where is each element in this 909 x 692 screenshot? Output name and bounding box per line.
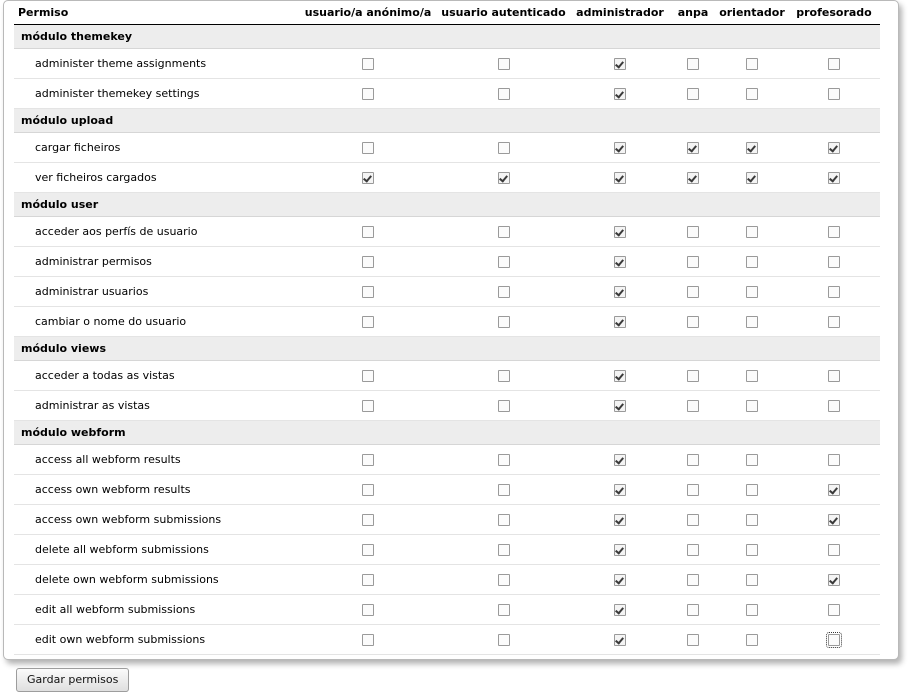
permission-cell: [299, 535, 437, 565]
permission-group-row: [14, 337, 880, 361]
permission-checkbox[interactable]: [828, 226, 840, 238]
permission-cell: [788, 535, 880, 565]
permission-cell: [437, 217, 570, 247]
permission-cell: [788, 391, 880, 421]
permission-cell: [299, 361, 437, 391]
permission-checkbox[interactable]: [687, 142, 699, 154]
permission-cell: [716, 505, 788, 535]
permission-checkbox[interactable]: [498, 316, 510, 328]
permission-cell: [788, 505, 880, 535]
permission-cell: [716, 79, 788, 109]
permission-cell: [670, 391, 716, 421]
permission-checkbox[interactable]: [687, 286, 699, 298]
table-row: [14, 391, 880, 421]
permission-label: administrar as vistas: [14, 391, 299, 421]
permission-cell: [299, 475, 437, 505]
permission-cell: [299, 625, 437, 655]
permission-label: edit own webform submissions: [14, 625, 299, 655]
permission-cell: [570, 391, 670, 421]
save-bar: [16, 668, 898, 692]
column-header-anonymous: usuario/a anónimo/a: [299, 6, 437, 25]
permission-label: edit all webform submissions: [14, 595, 299, 625]
permission-checkbox[interactable]: [828, 370, 840, 382]
permission-checkbox[interactable]: [828, 256, 840, 268]
table-row: [14, 49, 880, 79]
permission-cell: [670, 475, 716, 505]
permission-group-row: [14, 421, 880, 445]
permission-cell: [437, 361, 570, 391]
permission-cell: [570, 79, 670, 109]
permission-group-label: módulo views: [14, 337, 880, 361]
table-row: [14, 535, 880, 565]
column-header-orientador: orientador: [716, 6, 788, 25]
permission-group-label: módulo upload: [14, 109, 880, 133]
permission-cell: [670, 535, 716, 565]
permission-checkbox[interactable]: [687, 400, 699, 412]
permission-checkbox[interactable]: [687, 604, 699, 616]
permission-cell: [570, 247, 670, 277]
permission-cell: [716, 565, 788, 595]
permission-checkbox[interactable]: [362, 58, 374, 70]
permission-cell: [437, 595, 570, 625]
permission-cell: [716, 361, 788, 391]
permission-group-row: [14, 25, 880, 49]
permission-label: administrar permisos: [14, 247, 299, 277]
permission-checkbox[interactable]: [614, 370, 626, 382]
permission-checkbox[interactable]: [498, 604, 510, 616]
permission-checkbox[interactable]: [746, 316, 758, 328]
permission-cell: [670, 79, 716, 109]
permission-checkbox[interactable]: [746, 172, 758, 184]
permission-cell: [570, 535, 670, 565]
permission-cell: [570, 475, 670, 505]
permission-cell: [570, 595, 670, 625]
column-header-authenticated: usuario autenticado: [437, 6, 570, 25]
permission-label: administer themekey settings: [14, 79, 299, 109]
permission-cell: [437, 445, 570, 475]
permission-cell: [299, 391, 437, 421]
permission-checkbox[interactable]: [687, 316, 699, 328]
column-header-anpa: anpa: [670, 6, 716, 25]
permission-checkbox[interactable]: [746, 400, 758, 412]
permission-cell: [788, 475, 880, 505]
permission-label: delete all webform submissions: [14, 535, 299, 565]
permission-checkbox[interactable]: [828, 142, 840, 154]
column-header-permission: Permiso: [14, 6, 299, 25]
header-row: [14, 6, 880, 25]
permission-cell: [299, 595, 437, 625]
permission-cell: [570, 49, 670, 79]
permission-checkbox[interactable]: [362, 604, 374, 616]
permission-checkbox[interactable]: [746, 226, 758, 238]
permission-cell: [299, 247, 437, 277]
table-row: [14, 163, 880, 193]
permission-checkbox[interactable]: [614, 142, 626, 154]
permission-cell: [716, 595, 788, 625]
permission-checkbox[interactable]: [362, 400, 374, 412]
permission-label: administer theme assignments: [14, 49, 299, 79]
permission-cell: [437, 163, 570, 193]
permission-checkbox[interactable]: [498, 142, 510, 154]
permission-cell: [716, 475, 788, 505]
permission-checkbox[interactable]: [746, 256, 758, 268]
permission-checkbox[interactable]: [828, 286, 840, 298]
table-row: [14, 217, 880, 247]
permission-checkbox[interactable]: [498, 514, 510, 526]
permission-cell: [299, 217, 437, 247]
permission-group-row: [14, 109, 880, 133]
permission-checkbox[interactable]: [614, 256, 626, 268]
permission-checkbox[interactable]: [614, 172, 626, 184]
permission-checkbox[interactable]: [498, 574, 510, 586]
permission-cell: [788, 49, 880, 79]
permission-cell: [570, 163, 670, 193]
permission-checkbox[interactable]: [498, 286, 510, 298]
permission-checkbox[interactable]: [828, 172, 840, 184]
permission-cell: [716, 445, 788, 475]
permission-checkbox[interactable]: [687, 88, 699, 100]
permission-cell: [670, 133, 716, 163]
permission-cell: [716, 277, 788, 307]
save-permissions-button[interactable]: Gardar permisos: [16, 668, 129, 692]
permission-cell: [437, 133, 570, 163]
permission-checkbox[interactable]: [828, 58, 840, 70]
permission-checkbox[interactable]: [498, 256, 510, 268]
permission-checkbox[interactable]: [746, 634, 758, 646]
permission-cell: [670, 505, 716, 535]
permission-cell: [670, 277, 716, 307]
permission-checkbox[interactable]: [828, 400, 840, 412]
permission-cell: [437, 505, 570, 535]
permission-cell: [437, 79, 570, 109]
permission-checkbox[interactable]: [746, 484, 758, 496]
permission-cell: [437, 535, 570, 565]
permission-checkbox[interactable]: [362, 226, 374, 238]
permission-cell: [788, 217, 880, 247]
permission-cell: [437, 625, 570, 655]
permission-checkbox[interactable]: [687, 454, 699, 466]
permission-group-label: módulo user: [14, 193, 880, 217]
permission-cell: [788, 565, 880, 595]
permission-cell: [299, 49, 437, 79]
permission-cell: [570, 445, 670, 475]
permission-checkbox[interactable]: [614, 484, 626, 496]
table-row: [14, 565, 880, 595]
permission-cell: [299, 133, 437, 163]
permission-cell: [716, 391, 788, 421]
permission-cell: [716, 535, 788, 565]
permission-checkbox[interactable]: [614, 634, 626, 646]
permission-checkbox[interactable]: [362, 634, 374, 646]
permission-cell: [788, 277, 880, 307]
permission-cell: [570, 361, 670, 391]
permission-cell: [570, 133, 670, 163]
permission-cell: [437, 307, 570, 337]
permission-cell: [716, 247, 788, 277]
permission-cell: [716, 217, 788, 247]
permission-cell: [670, 49, 716, 79]
permission-label: cargar ficheiros: [14, 133, 299, 163]
permission-cell: [570, 625, 670, 655]
table-row: [14, 445, 880, 475]
permission-label: access own webform submissions: [14, 505, 299, 535]
permission-cell: [716, 163, 788, 193]
permission-checkbox[interactable]: [362, 574, 374, 586]
permission-checkbox[interactable]: [498, 544, 510, 556]
permission-checkbox[interactable]: [498, 226, 510, 238]
table-row: [14, 133, 880, 163]
permission-checkbox[interactable]: [614, 454, 626, 466]
permission-label: acceder a todas as vistas: [14, 361, 299, 391]
permission-cell: [299, 163, 437, 193]
permission-checkbox[interactable]: [828, 544, 840, 556]
permission-cell: [670, 595, 716, 625]
permission-checkbox[interactable]: [828, 316, 840, 328]
table-row: [14, 595, 880, 625]
permission-checkbox[interactable]: [746, 58, 758, 70]
permissions-table: [14, 6, 880, 655]
permission-checkbox[interactable]: [498, 400, 510, 412]
permission-checkbox[interactable]: [746, 286, 758, 298]
permission-cell: [670, 217, 716, 247]
permission-cell: [570, 505, 670, 535]
permission-checkbox[interactable]: [498, 454, 510, 466]
permission-checkbox[interactable]: [498, 172, 510, 184]
permission-cell: [788, 307, 880, 337]
permission-checkbox[interactable]: [828, 88, 840, 100]
permission-checkbox[interactable]: [687, 226, 699, 238]
permission-checkbox[interactable]: [746, 514, 758, 526]
permission-cell: [437, 391, 570, 421]
permission-cell: [299, 505, 437, 535]
permission-checkbox[interactable]: [828, 454, 840, 466]
permission-checkbox[interactable]: [362, 88, 374, 100]
permission-checkbox[interactable]: [828, 604, 840, 616]
permission-cell: [299, 565, 437, 595]
permission-label: cambiar o nome do usuario: [14, 307, 299, 337]
permission-checkbox[interactable]: [614, 604, 626, 616]
permission-cell: [670, 361, 716, 391]
permission-cell: [670, 625, 716, 655]
permission-checkbox[interactable]: [746, 88, 758, 100]
permission-cell: [670, 163, 716, 193]
permission-checkbox[interactable]: [614, 286, 626, 298]
permission-checkbox[interactable]: [362, 514, 374, 526]
permission-checkbox[interactable]: [687, 634, 699, 646]
permission-checkbox[interactable]: [687, 370, 699, 382]
permission-checkbox[interactable]: [746, 544, 758, 556]
permission-checkbox[interactable]: [687, 58, 699, 70]
table-row: [14, 625, 880, 655]
permission-checkbox[interactable]: [687, 256, 699, 268]
permission-label: ver ficheiros cargados: [14, 163, 299, 193]
permission-cell: [788, 79, 880, 109]
permission-checkbox[interactable]: [828, 484, 840, 496]
permission-checkbox[interactable]: [498, 88, 510, 100]
table-row: [14, 247, 880, 277]
permission-cell: [716, 49, 788, 79]
permission-checkbox[interactable]: [614, 88, 626, 100]
permission-cell: [670, 247, 716, 277]
permission-checkbox[interactable]: [687, 484, 699, 496]
permission-cell: [570, 277, 670, 307]
permission-checkbox[interactable]: [362, 256, 374, 268]
permission-cell: [437, 49, 570, 79]
permission-cell: [716, 133, 788, 163]
permissions-panel: [3, 0, 899, 686]
permission-label: acceder aos perfís de usuario: [14, 217, 299, 247]
permission-checkbox[interactable]: [687, 574, 699, 586]
permission-group-label: módulo themekey: [14, 25, 880, 49]
table-header: [14, 6, 880, 25]
permission-checkbox[interactable]: [614, 514, 626, 526]
permission-label: access all webform results: [14, 445, 299, 475]
permission-checkbox[interactable]: [614, 544, 626, 556]
permission-cell: [570, 565, 670, 595]
permission-checkbox[interactable]: [828, 634, 840, 646]
permission-checkbox[interactable]: [687, 514, 699, 526]
permission-checkbox[interactable]: [746, 574, 758, 586]
permission-cell: [788, 361, 880, 391]
permission-cell: [788, 595, 880, 625]
permission-label: delete own webform submissions: [14, 565, 299, 595]
permission-cell: [788, 445, 880, 475]
permission-cell: [299, 277, 437, 307]
column-header-profesorado: profesorado: [788, 6, 880, 25]
permission-cell: [299, 445, 437, 475]
permission-checkbox[interactable]: [362, 172, 374, 184]
permission-checkbox[interactable]: [746, 142, 758, 154]
permission-checkbox[interactable]: [362, 544, 374, 556]
permission-label: access own webform results: [14, 475, 299, 505]
permission-cell: [788, 163, 880, 193]
permission-checkbox[interactable]: [362, 484, 374, 496]
permission-label: administrar usuarios: [14, 277, 299, 307]
table-row: [14, 277, 880, 307]
permission-cell: [299, 79, 437, 109]
table-body: [14, 25, 880, 655]
permission-cell: [670, 445, 716, 475]
table-row: [14, 361, 880, 391]
permission-checkbox[interactable]: [498, 634, 510, 646]
permission-cell: [437, 247, 570, 277]
permission-checkbox[interactable]: [498, 370, 510, 382]
permission-cell: [299, 307, 437, 337]
permission-checkbox[interactable]: [614, 574, 626, 586]
permission-cell: [670, 307, 716, 337]
permission-checkbox[interactable]: [746, 604, 758, 616]
permission-group-label: módulo webform: [14, 421, 880, 445]
permission-checkbox[interactable]: [828, 514, 840, 526]
permission-cell: [788, 247, 880, 277]
permission-checkbox[interactable]: [362, 316, 374, 328]
permission-checkbox[interactable]: [362, 454, 374, 466]
permission-checkbox[interactable]: [828, 574, 840, 586]
permission-checkbox[interactable]: [614, 400, 626, 412]
permission-cell: [570, 307, 670, 337]
permission-cell: [716, 625, 788, 655]
permission-checkbox[interactable]: [362, 286, 374, 298]
permission-cell: [788, 625, 880, 655]
permission-checkbox[interactable]: [498, 58, 510, 70]
table-row: [14, 475, 880, 505]
permission-cell: [437, 475, 570, 505]
permission-checkbox[interactable]: [746, 454, 758, 466]
permission-checkbox[interactable]: [362, 142, 374, 154]
permission-cell: [570, 217, 670, 247]
permission-checkbox[interactable]: [498, 484, 510, 496]
permission-checkbox[interactable]: [614, 226, 626, 238]
permission-cell: [670, 565, 716, 595]
permission-cell: [788, 133, 880, 163]
table-row: [14, 307, 880, 337]
permission-checkbox[interactable]: [614, 58, 626, 70]
permission-group-row: [14, 193, 880, 217]
permission-checkbox[interactable]: [746, 370, 758, 382]
permission-checkbox[interactable]: [614, 316, 626, 328]
permission-cell: [437, 565, 570, 595]
permission-cell: [716, 307, 788, 337]
permission-checkbox[interactable]: [362, 370, 374, 382]
permission-checkbox[interactable]: [687, 544, 699, 556]
permission-checkbox[interactable]: [687, 172, 699, 184]
column-header-administrator: administrador: [570, 6, 670, 25]
permission-cell: [437, 277, 570, 307]
table-row: [14, 79, 880, 109]
table-row: [14, 505, 880, 535]
